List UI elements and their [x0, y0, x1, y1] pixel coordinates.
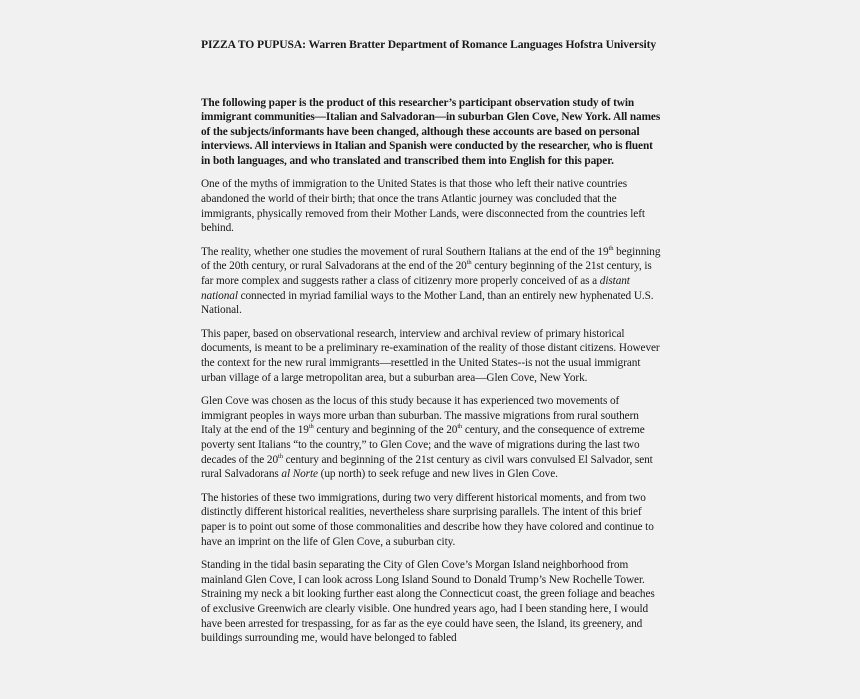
paragraph-3: This paper, based on observational research, interview and archival review of primary historical documents, is meant to be a preliminary re-examination of the reality of those distant citizens. However the context for the new rural immigrants—resettled in the United States--is not the usual immigrant urban village of a large metropolitan area, but a suburban area—Glen Cove, New York. [201, 327, 660, 384]
abstract-paragraph: The following paper is the product of this researcher’s participant observation study of twin immigrant communities—Italian and Salvadoran—in suburban Glen Cove, New York. All names of the subjects/informants have been changed, although these accounts are based on personal interviews. All interviews in Italian and Spanish were conducted by the researcher, who is fluent in both languages, and who translated and transcribed them into English for this paper. [201, 96, 661, 167]
superscript-th: th [608, 245, 614, 253]
superscript-th: th [278, 452, 283, 460]
paragraph-4-text-a: Glen Cove was chosen as the locus of this study because it has experienced two movements of immigrant peoples in ways more urban than suburban. The massive migrations from rural southern Italy at the end of the 19 [201, 395, 639, 437]
paragraph-2-text-b: beginning of the 20th century, or rural Salvadorans at the end of the 20 [201, 245, 661, 273]
paragraph-5: The histories of these two immigrations, during two very different historical moments, and from two distinctly different historical realities, nevertheless share surprising parallels. The intent of this brief paper is to point out some of those commonalities and describe how they have colored and continue to have an imprint on the life of Glen Cove, a suburban city. [201, 491, 654, 548]
italic-term: distant national [201, 275, 630, 302]
paragraph-2 [201, 245, 661, 318]
paragraph-6: Standing in the tidal basin separating the City of Glen Cove’s Morgan Island neighborhood from mainland Glen Cove, I can look across Long Island Sound to Donald Trump’s New Rochelle Tower. Straining my neck a bit looking further east along the Connecticut coast, the green foliage and beaches of exclusive Greenwich are clearly visible. One hundred years ago, had I been standing here, I would have been arrested for trespassing, for as far as the eye could have seen, the Island, its greenery, and buildings surrounding me, would have belonged to fabled [201, 559, 655, 645]
document-body [201, 38, 661, 646]
paragraph-2-text-c: century beginning of the 21st century, is far more complex and suggests rather a class of citizenry more properly conceived of as a [201, 260, 652, 288]
paragraph-4 [201, 394, 661, 482]
paragraph-2-text-a: The reality, whether one studies the movement of rural Southern Italians at the end of the 19 [201, 245, 609, 258]
paragraph-2-text-d: connected in myriad familial ways to the Mother Land, than an entirely new hyphenated U.S. National. [201, 289, 654, 317]
paragraph-4-text-e: (up north) to seek refuge and new lives in Glen Cove. [317, 468, 558, 481]
superscript-th: th [466, 259, 472, 267]
italic-term: al Norte [281, 468, 318, 481]
document-title: PIZZA TO PUPUSA: Warren Bratter Department of Romance Languages Hofstra University [201, 38, 657, 51]
paragraph-1: One of the myths of immigration to the United States is that those who left their native countries abandoned the world of their birth; that once the trans Atlantic journey was concluded that the immigrants, physically removed from their Mother Lands, were disconnected from the countries left behind. [201, 178, 645, 235]
paragraph-4-text-c: century, and the consequence of extreme poverty sent Italians “to the country,” to Glen Cove; and the wave of migrations during the last two decades of the 20 [201, 424, 645, 466]
paragraph-4-text-b: century and beginning of the 20 [313, 424, 458, 437]
superscript-th: th [457, 423, 463, 431]
superscript-th: th [308, 423, 314, 431]
paragraph-4-text-d: century and beginning of the 21st century as civil wars convulsed El Salvador, sent rural Salvadorans [201, 453, 653, 481]
